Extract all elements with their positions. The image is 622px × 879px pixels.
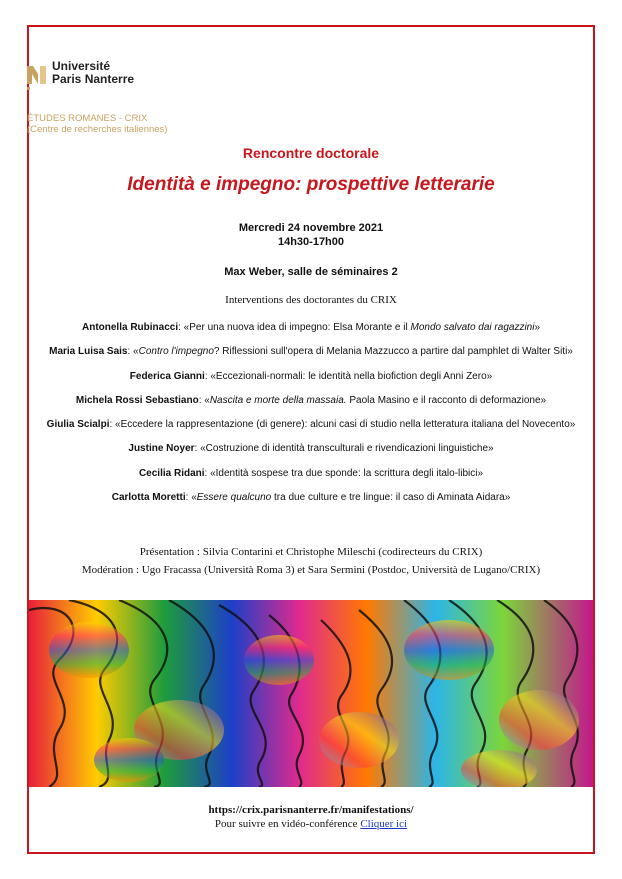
talk-item <box>27 468 595 492</box>
speaker-name: Michela Rossi Sebastiano <box>75 394 199 406</box>
talk-title-end: tra due culture e tre lingue: il caso di Aminata Aidara» <box>271 492 511 504</box>
presentation-line: Présentation : Silvia Contarini et Christophe Mileschi (codirecteurs du CRIX) <box>139 546 483 558</box>
talk-item <box>27 395 595 419</box>
university-name-line1: Université <box>52 59 111 73</box>
talk-item <box>27 346 595 370</box>
university-name-line2: Paris Nanterre <box>52 72 135 86</box>
talk-separator: : <box>185 492 192 504</box>
event-date: Mercredi 24 novembre 2021 <box>238 222 384 234</box>
talk-list <box>27 322 595 516</box>
department-label <box>27 113 167 135</box>
talk-title-italic: Nascita e morte della massaia. <box>209 394 347 406</box>
talk-item <box>27 371 595 395</box>
speaker-name: Justine Noyer <box>128 443 195 455</box>
talk-separator: : <box>127 346 134 358</box>
speaker-name: Federica Gianni <box>129 370 205 382</box>
talk-title-italic: Essere qualcuno <box>196 492 272 504</box>
talk-title-italic: Contro l'impegno <box>138 346 214 358</box>
talk-title: «Eccedere la rappresentazione (di genere): alcuni casi di studio nella letteratura italiana del Novecento» <box>115 419 576 431</box>
talk-title-end: ? Riflessioni sull'opera di Melania Mazzucco a partire dal pamphlet di Walter Siti» <box>213 346 573 358</box>
speaker-name: Antonella Rubinacci <box>81 322 179 333</box>
department-line2: (Centre de recherches italiennes) <box>27 124 168 135</box>
credits <box>27 543 595 579</box>
speaker-name: Carlotta Moretti <box>111 492 186 504</box>
talk-separator: : <box>194 443 201 455</box>
event-venue: Max Weber, salle de séminaires 2 <box>224 266 398 278</box>
talk-title: «Eccezionali-normali: le identità nella biofiction degli Anni Zero» <box>210 370 493 382</box>
talk-separator: : <box>204 467 211 479</box>
faces-artwork-icon <box>29 600 593 787</box>
event-time: 14h30-17h00 <box>277 236 345 248</box>
talk-title: «Costruzione di identità transculturali e rivendicazioni linguistiche» <box>200 443 494 455</box>
event-kicker: Rencontre doctorale <box>242 145 380 161</box>
talk-separator: : <box>178 322 184 333</box>
talk-title: «Per una nuova idea di impegno: Elsa Morante e il <box>183 322 411 333</box>
event-title: Identità e impegno: prospettive letterarie <box>127 174 495 195</box>
talk-item <box>27 419 595 443</box>
nanterre-logo-icon <box>27 60 47 90</box>
video-conference-line <box>27 817 595 831</box>
talk-item <box>27 492 595 516</box>
talk-title-end: » <box>534 322 541 333</box>
speaker-name: Maria Luisa Sais <box>49 346 128 358</box>
talk-item <box>27 443 595 467</box>
talk-title-end: Paola Masino e il racconto di deformazione» <box>346 394 547 406</box>
event-datetime <box>27 221 595 249</box>
video-conference-link[interactable]: Cliquer ici <box>360 818 408 830</box>
video-conference-text: Pour suivre en vidéo-conférence <box>214 818 361 830</box>
talk-separator: : <box>204 370 211 382</box>
talk-separator: : <box>198 394 205 406</box>
talk-title: «Identità sospese tra due sponde: la scrittura degli italo-libici» <box>210 467 484 479</box>
talk-title: « <box>191 492 197 504</box>
talk-title: « <box>204 394 210 406</box>
moderation-line: Modération : Ugo Fracassa (Università Roma 3) et Sara Sermini (Postdoc, Università de Lugano/CRIX) <box>81 564 541 576</box>
event-url[interactable]: https://crix.parisnanterre.fr/manifestations/ <box>208 804 414 816</box>
department-line1: ÉTUDES ROMANES - CRIX <box>27 113 148 124</box>
talk-separator: : <box>109 419 116 431</box>
interventions-label: Interventions des doctorantes du CRIX <box>225 294 397 306</box>
speaker-name: Cecilia Ridani <box>138 467 205 479</box>
talk-title: « <box>133 346 139 358</box>
talk-item <box>27 322 595 346</box>
colorful-faces-illustration <box>29 600 593 787</box>
talk-title-italic: Mondo salvato dai ragazzini <box>410 322 535 333</box>
speaker-name: Giulia Scialpi <box>46 419 110 431</box>
footer <box>27 803 595 831</box>
